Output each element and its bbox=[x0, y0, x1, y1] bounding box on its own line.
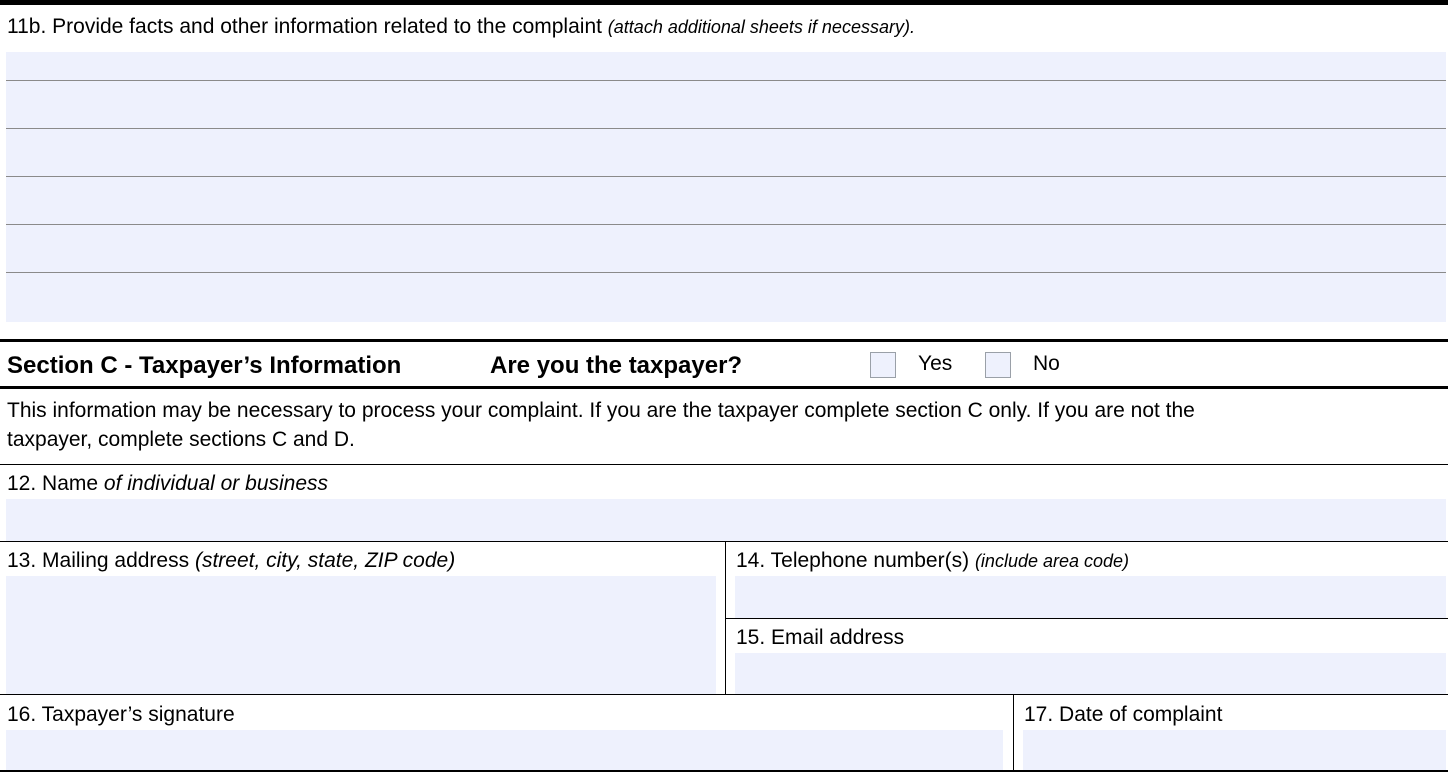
q13-note: (street, city, state, ZIP code) bbox=[194, 549, 456, 572]
q11b-label-text: 11b. Provide facts and other information related to the complaint bbox=[7, 15, 602, 38]
top-rule bbox=[0, 0, 1448, 5]
section-c-top-rule bbox=[0, 339, 1448, 342]
q15-label: 15. Email address bbox=[736, 626, 905, 649]
signature-field[interactable] bbox=[6, 730, 1003, 771]
q11b-note: (attach additional sheets if necessary). bbox=[607, 17, 915, 37]
column-divider bbox=[1013, 695, 1014, 772]
q11b-ruled-line bbox=[6, 224, 1446, 225]
q11b-ruled-line bbox=[6, 176, 1446, 177]
q16-label: 16. Taxpayer’s signature bbox=[7, 703, 235, 726]
telephone-field[interactable] bbox=[735, 576, 1446, 618]
taxpayer-question: Are you the taxpayer? bbox=[490, 352, 743, 379]
q11b-textarea[interactable] bbox=[6, 52, 1446, 322]
q11b-label bbox=[7, 15, 915, 39]
q11b-ruled-line bbox=[6, 128, 1446, 129]
divider bbox=[0, 541, 1448, 542]
q13-label-text: 13. Mailing address bbox=[7, 549, 190, 572]
divider bbox=[726, 618, 1448, 619]
no-checkbox[interactable] bbox=[985, 352, 1011, 378]
divider bbox=[0, 464, 1448, 465]
yes-label: Yes bbox=[918, 352, 953, 375]
q14-note: (include area code) bbox=[974, 551, 1130, 571]
yes-checkbox[interactable] bbox=[870, 352, 896, 378]
q17-label: 17. Date of complaint bbox=[1024, 703, 1223, 726]
no-label: No bbox=[1033, 352, 1060, 375]
q12-label bbox=[7, 472, 328, 496]
section-c-instructions-line2: taxpayer, complete sections C and D. bbox=[7, 428, 355, 451]
section-c-instructions-line1: This information may be necessary to process your complaint. If you are the taxpayer complete section C only. If you are not the bbox=[7, 399, 1195, 422]
name-field[interactable] bbox=[6, 499, 1446, 541]
mailing-address-field[interactable] bbox=[6, 576, 716, 694]
q13-label bbox=[7, 549, 455, 573]
date-field[interactable] bbox=[1023, 730, 1446, 771]
q11b-ruled-line bbox=[6, 272, 1446, 273]
divider bbox=[0, 694, 1448, 695]
email-field[interactable] bbox=[735, 653, 1446, 694]
q11b-ruled-line bbox=[6, 80, 1446, 81]
section-c-title: Section C - Taxpayer’s Information bbox=[7, 352, 402, 379]
q12-note: of individual or business bbox=[103, 472, 329, 495]
q14-label-text: 14. Telephone number(s) bbox=[736, 549, 970, 572]
section-c-header-bottom-rule bbox=[0, 386, 1448, 389]
q12-label-text: 12. Name bbox=[7, 472, 99, 495]
q14-label bbox=[736, 549, 1129, 573]
